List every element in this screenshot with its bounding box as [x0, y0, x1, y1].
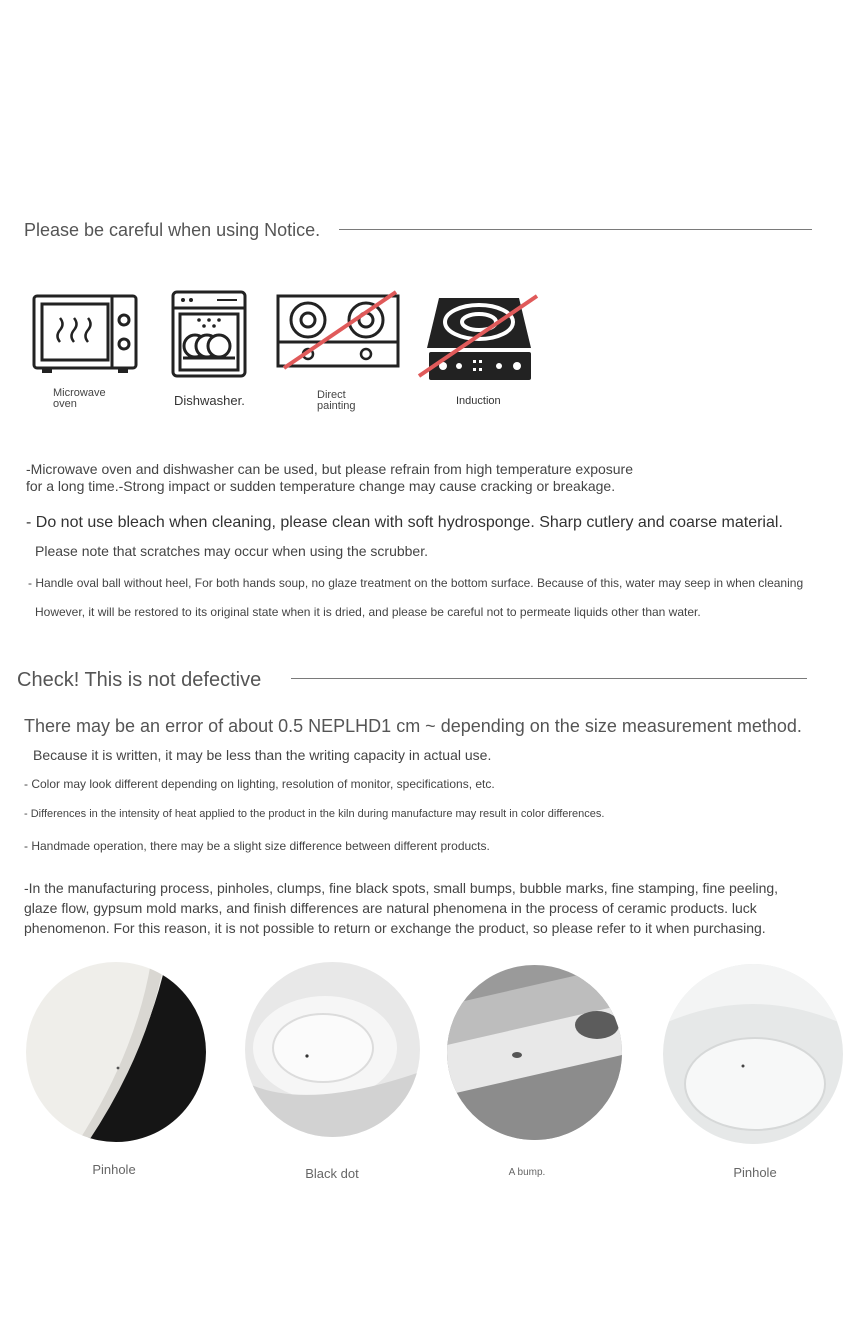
dishwasher-icon: [171, 290, 247, 383]
pinhole-photo-2: [663, 964, 843, 1144]
dishwasher-label: Dishwasher.: [174, 393, 245, 408]
notice-title: Please be careful when using Notice.: [24, 220, 321, 240]
notice-paragraph-2-line-2: Please note that scratches may occur when using the scrubber.: [35, 543, 428, 559]
photo-caption-3: A bump.: [508, 1167, 546, 1178]
induction-icon: [417, 294, 539, 389]
notice-paragraph-2-line-1: - Do not use bleach when cleaning, please clean with soft hydrosponge. Sharp cutlery and coarse material.: [26, 514, 783, 531]
check-line-1: There may be an error of about 0.5 NEPLHD1 cm ~ depending on the size measurement method.: [24, 716, 802, 736]
check-divider: [291, 678, 807, 679]
microwave-icon: [32, 294, 138, 379]
bump-photo: [447, 965, 622, 1140]
check-line-2: Because it is written, it may be less than the writing capacity in actual use.: [33, 747, 492, 763]
photo-caption-4: Pinhole: [733, 1165, 777, 1180]
gas-stove-icon: [276, 290, 400, 375]
gas-stove-label: Direct painting: [317, 389, 356, 412]
notice-paragraph-1: -Microwave oven and dishwasher can be used, but please refrain from high temperature exposure for a long time.-Strong impact or sudden temperature change may cause cracking or breakage.: [26, 461, 633, 494]
check-line-5: - Handmade operation, there may be a slight size difference between different products.: [24, 839, 490, 853]
pinhole-photo-1: [26, 962, 206, 1142]
notice-paragraph-3-line-1: - Handle oval ball without heel, For both hands soup, no glaze treatment on the bottom surface. Because of this, water may seep in when cleaning: [28, 576, 804, 590]
microwave-label: Microwave oven: [53, 387, 106, 410]
check-line-3: - Color may look different depending on lighting, resolution of monitor, specifications, etc.: [24, 777, 495, 791]
check-paragraph: -In the manufacturing process, pinholes, clumps, fine black spots, small bumps, bubble marks, fine stamping, fine peeling, glaze flow, gypsum mold marks, and finish differences are natural phenomena in the process of ceramic products. luck phenomenon. For this reason, it is not possible to return or exchange the product, so please refer to it when purchasing.: [24, 880, 779, 936]
notice-divider: [339, 229, 812, 230]
photo-caption-2: Black dot: [305, 1166, 359, 1181]
notice-paragraph-3-line-2: However, it will be restored to its original state when it is dried, and please be careful not to permeate liquids other than water.: [35, 605, 701, 619]
check-line-4: - Differences in the intensity of heat applied to the product in the kiln during manufacture may result in color differences.: [24, 808, 605, 820]
induction-label: Induction: [456, 395, 501, 407]
check-title: Check! This is not defective: [17, 669, 262, 691]
photo-caption-1: Pinhole: [92, 1162, 136, 1177]
black-dot-photo: [245, 962, 420, 1137]
